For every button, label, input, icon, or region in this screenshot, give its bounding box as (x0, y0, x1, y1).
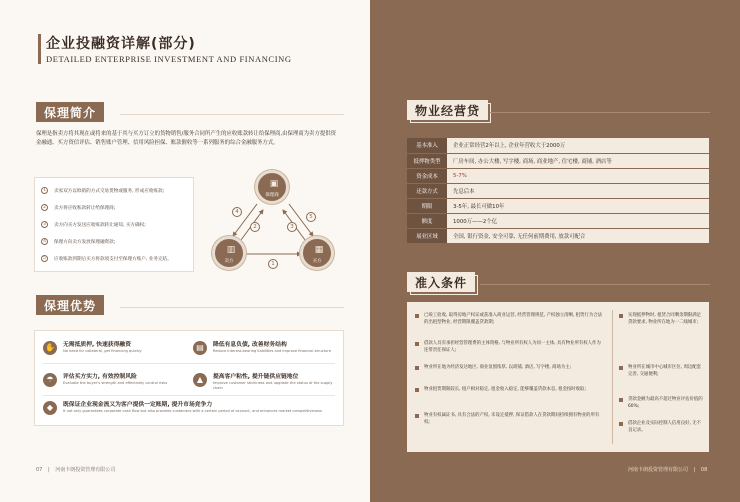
advantages-tag: 保理优势 (36, 295, 104, 315)
arrow-number: 5 (306, 212, 316, 222)
growth-icon: ▲ (193, 373, 207, 387)
chart-icon: ▤ (193, 341, 207, 355)
admission-conditions-box (407, 302, 709, 452)
table-row: 还款方式 先息后本 (407, 183, 709, 198)
advantage-subtitle: Reduce interest-bearing liabilities and improve financial structure (213, 349, 331, 353)
advantage-item (43, 373, 193, 387)
cart-icon: ▦ (314, 245, 324, 255)
page-subtitle: DETAILED ENTERPRISE INVESTMENT AND FINANCING (46, 54, 292, 64)
step-text: 保理方向卖方发放保理融资款; (54, 239, 116, 245)
umbrella-icon: ☂ (43, 373, 57, 387)
property-loan-tag: 物业经营贷 (407, 100, 488, 120)
section-divider (480, 284, 710, 285)
advantage-subtitle: No need for collateral, get financing quickly (63, 349, 142, 353)
node-factor: ▣ 保理商 (255, 170, 289, 204)
shield-icon: ◆ (43, 401, 57, 415)
page-title: 企业投融资详解(部分) (46, 36, 196, 52)
advantage-subtitle: Evaluate the buyer's strength and effectively control risks (63, 381, 168, 385)
row-divider (43, 363, 335, 364)
list-item (41, 199, 187, 216)
advantages-box (34, 330, 344, 426)
advantage-item (43, 341, 193, 355)
handshake-icon: ✋ (43, 341, 57, 355)
list-item: 物业所在城市中心城市区位, 周边配套完善, 交通便利; (619, 364, 703, 378)
step-number: 3 (41, 221, 48, 228)
list-item: 贷款金额为最高不超过物业评估价值的60%; (619, 396, 703, 410)
table-row: 额度 1000万——2个亿 (407, 213, 709, 228)
advantage-title: 降低有息负债, 改善财务结构 (213, 342, 287, 348)
page-number: 07 (36, 467, 43, 473)
arrow-number: 4 (232, 207, 242, 217)
building-icon: ▣ (269, 179, 279, 189)
factoring-flow-diagram (205, 160, 345, 280)
advantage-item (43, 401, 333, 415)
advantage-title: 无需抵质押, 快速获得融资 (63, 342, 131, 348)
table-row: 抵押物类型 厂房车间, 办公大楼, 写字楼, 商场, 商业地产, 住宅楼, 商铺, 酒店等 (407, 153, 709, 168)
admission-tag: 准入条件 (407, 272, 475, 292)
header-accent-bar (38, 34, 41, 64)
advantage-subtitle: Improve customer stickiness and upgrade the status of the supply chain (213, 381, 333, 390)
list-item (41, 233, 187, 250)
advantage-title: 提高客户粘性, 提升链供应链地位 (213, 374, 299, 380)
step-text: 卖方向买方发送应收账款转让通知, 买方确权; (54, 222, 146, 228)
property-loan-table (407, 138, 709, 244)
section-divider (490, 112, 710, 113)
left-footer: 07 | 河南卡朗投资管理有限公司 (36, 467, 116, 473)
step-number: 2 (41, 204, 48, 211)
table-row: 资金成本 5-7% (407, 168, 709, 183)
table-row: 展业区域 全国, 银行资金, 安全可靠, 无任何前期费用, 放款可配合 (407, 228, 709, 243)
section-divider (120, 307, 344, 308)
row-divider (43, 395, 335, 396)
step-number: 5 (41, 255, 48, 262)
advantage-item (193, 341, 343, 355)
advantage-subtitle: It not only guarantees corporate cash flow but also provides customers with a certain period of account, and enhances market competitiveness (63, 409, 322, 413)
step-number: 1 (41, 187, 48, 194)
arrow-number: 2 (250, 222, 260, 232)
step-text: 卖家双方以赊销的方式交易货物或服务, 形成应收账款; (54, 188, 165, 194)
arrow-number: 3 (287, 222, 297, 232)
advantage-title: 评估买方实力, 有效控制风险 (63, 374, 137, 380)
column-divider (612, 310, 613, 444)
table-row: 基本准入 企业正常经营2年以上, 企业年营收大于2000万 (407, 138, 709, 153)
list-item (41, 216, 187, 233)
list-item (41, 182, 187, 199)
list-item: 物业租赁期限较长, 租户相对稳定, 租金收入稳定, 能够覆盖贷款本息, 租金按时收取; (415, 386, 605, 393)
list-item: 借款企业及实际控制人信用良好, 无不良记录。 (619, 420, 703, 434)
node-buyer: ▦ 买方 (300, 236, 334, 270)
factoring-steps-list (34, 177, 194, 272)
company-name: 河南卡朗投资管理有限公司 (55, 467, 116, 473)
list-item: 已竣工验收, 取得房地产权证或获准入商业运营, 经营管理规范, 产权独立清晰, 租赁行为合法的出租型物业, 经营期限覆盖贷款期; (415, 312, 605, 326)
list-item: 物业有权属证书, 具有合法的产权, 未设定抵押, 保证借款人在贷款期间持续拥有物业的所有权; (415, 412, 605, 426)
list-item: 物业所在地为经济发达地区, 商业氛围浓厚, 以商铺, 酒店, 写字楼, 商场为主; (415, 364, 605, 371)
list-item: 实现抵押物时, 租赁合同剩余期限满足贷款要求, 物业所在地为一二线城市; (619, 312, 703, 326)
factory-icon: ▥ (226, 245, 236, 255)
factoring-tag: 保理简介 (36, 102, 104, 122)
arrow-number: 1 (268, 259, 278, 269)
list-item (41, 250, 187, 267)
factoring-description: 保理是指卖方将其现在或将来的基于其与买方订立的货物销售/服务合同所产生的应收账款转让给保理商,由保理商为卖方提供资金融通、买方资信评估、销售账户管理、信用风险担保、账款催收等一系列服务的综合金融服务方式。 (36, 131, 337, 146)
step-text: 卖方将应收账款转让给保理商; (54, 205, 116, 211)
node-seller: ▥ 卖方 (212, 236, 246, 270)
company-name: 河南卡朗投资管理有限公司 (628, 467, 689, 473)
page-number: 08 (700, 467, 708, 473)
table-row: 期限 3-5年, 最长可做10年 (407, 198, 709, 213)
step-text: 应收账款到期后买方将款项支付至保理方账户, 业务完结。 (54, 256, 172, 262)
right-footer: 河南卡朗投资管理有限公司 | 08 (628, 467, 708, 473)
advantage-item (193, 373, 343, 391)
step-number: 4 (41, 238, 48, 245)
advantage-title: 既保证企业现金流又为客户提供一定账期, 提升市场竞争力 (63, 402, 213, 408)
list-item: 借款人具有承担经营管理费的主体资格, 与物业所有权人为同一主体, 具有物业所有权人作为连带责任保证人; (415, 340, 605, 354)
section-divider (120, 114, 344, 115)
